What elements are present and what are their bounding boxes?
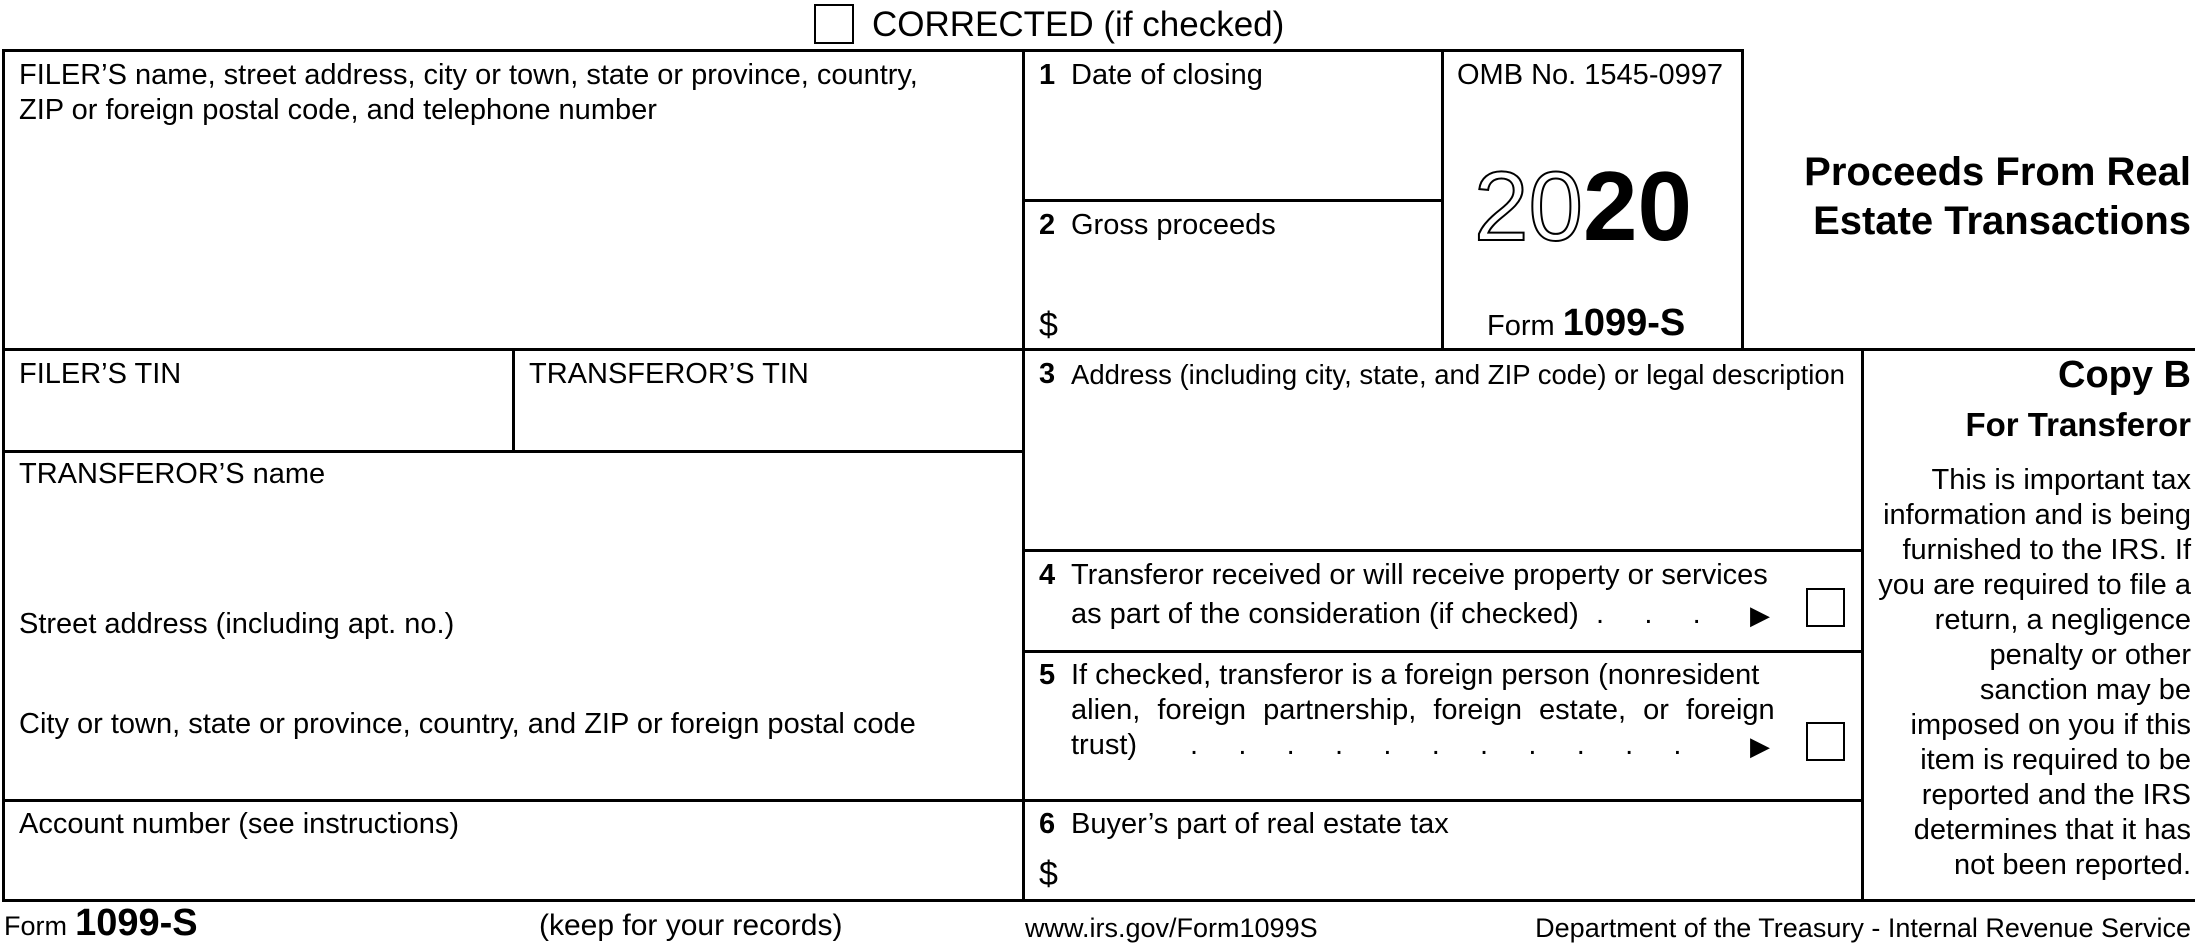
footer-form-id (4, 902, 198, 944)
divider-omb-right (1741, 49, 1744, 349)
box5-leader-dots: . . . . . . . . . . . (1190, 729, 1682, 761)
left-border (2, 49, 5, 902)
box3-number: 3 (1039, 358, 1056, 390)
box2-number: 2 (1039, 209, 1056, 241)
line-above-account (2, 799, 1864, 802)
tax-year-bold: 20 (1583, 151, 1693, 261)
footer-form-prefix: Form (4, 911, 67, 941)
box4-number: 4 (1039, 559, 1056, 591)
box5-line1: If checked, transferor is a foreign person (nonresident (1071, 659, 1760, 691)
street-address-field[interactable] (8, 644, 1018, 702)
box3-label: Address (including city, state, and ZIP code) or legal description (1071, 359, 1845, 390)
filer-name-field[interactable] (8, 130, 1018, 344)
divider-left-middle (1022, 49, 1025, 902)
notice-line: penalty or other (1989, 639, 2191, 671)
notice-line: you are required to file a (1878, 569, 2191, 601)
transferor-tin-label: TRANSFEROR’S TIN (529, 358, 809, 390)
divider-tin (512, 348, 515, 452)
notice-line: This is important tax (1931, 464, 2191, 496)
omb-number: OMB No. 1545-0997 (1457, 59, 1723, 91)
box4-leader-dots: . . . (1596, 598, 1701, 630)
box4-checkbox[interactable] (1806, 588, 1845, 627)
transferor-name-label: TRANSFEROR’S name (19, 458, 326, 490)
form-title-line2: Estate Transactions (1813, 199, 2191, 243)
notice-line: sanction may be (1979, 674, 2191, 706)
transferor-name-field[interactable] (8, 494, 1018, 602)
account-number-label: Account number (see instructions) (19, 808, 460, 840)
notice-line: furnished to the IRS. If (1902, 534, 2191, 566)
filer-tin-label: FILER’S TIN (19, 358, 182, 390)
city-label: City or town, state or province, country, and ZIP or foreign postal code (19, 708, 916, 740)
box1-label: Date of closing (1071, 59, 1263, 91)
form-title-line1: Proceeds From Real (1804, 150, 2191, 194)
gross-proceeds-field[interactable] (1068, 250, 1436, 344)
footer-keep: (keep for your records) (539, 909, 843, 942)
city-field[interactable] (8, 744, 1018, 796)
filer-label-line1: FILER’S name, street address, city or town, state or province, country, (19, 59, 918, 91)
box4-arrow-icon: ▶ (1750, 600, 1770, 630)
notice-line: item is required to be (1920, 744, 2191, 776)
box1-number: 1 (1039, 59, 1056, 91)
footer-form-name: 1099-S (75, 902, 198, 944)
top-border (2, 49, 1744, 52)
notice-line: information and is being (1883, 499, 2191, 531)
box4-line2: as part of the consideration (if checked) (1071, 598, 1579, 630)
box2-label: Gross proceeds (1071, 209, 1276, 241)
corrected-checkbox[interactable] (814, 4, 854, 44)
form-id (1487, 302, 1686, 344)
corrected-label: CORRECTED (if checked) (872, 5, 1285, 44)
real-estate-tax-field[interactable] (1068, 845, 1856, 895)
account-number-field[interactable] (8, 845, 1018, 895)
notice-line: not been reported. (1953, 849, 2191, 881)
copy-subtitle: For Transferor (1965, 406, 2191, 443)
notice-line: reported and the IRS (1921, 779, 2191, 811)
street-address-label: Street address (including apt. no.) (19, 608, 455, 640)
transferor-tin-field[interactable] (518, 396, 1018, 446)
notice-line: determines that it has (1913, 814, 2191, 846)
copy-notice (1861, 463, 2191, 883)
box6-currency: $ (1039, 855, 1058, 893)
filer-tin-field[interactable] (8, 396, 508, 446)
box5-line2: alien, foreign partnership, foreign estate, or foreign (1071, 694, 1775, 726)
tax-year-light: 20 (1474, 151, 1584, 261)
notice-line: imposed on you if this (1910, 709, 2191, 741)
date-of-closing-field[interactable] (1030, 98, 1436, 196)
box5-number: 5 (1039, 659, 1056, 691)
copy-title: Copy B (2058, 354, 2191, 396)
property-address-field[interactable] (1030, 396, 1856, 546)
box4-line1: Transferor received or will receive property or services (1071, 559, 1768, 591)
box2-currency: $ (1039, 306, 1058, 344)
footer-department: Department of the Treasury - Internal Revenue Service (1535, 913, 2191, 943)
box5-line3: trust) (1071, 729, 1138, 761)
bottom-border (2, 899, 2195, 902)
notice-line: return, a negligence (1934, 604, 2191, 636)
line-box4-box5 (1022, 650, 1864, 653)
line-box3-box4 (1022, 549, 1864, 552)
box5-arrow-icon: ▶ (1750, 731, 1770, 761)
line-box1-box2 (1022, 199, 1443, 202)
line-below-header (2, 348, 2195, 351)
box6-label: Buyer’s part of real estate tax (1071, 808, 1449, 840)
filer-label-line2: ZIP or foreign postal code, and telephone number (19, 94, 657, 126)
form-id-prefix: Form (1487, 310, 1555, 342)
form-id-name: 1099-S (1562, 302, 1686, 344)
tax-year (1474, 151, 1693, 261)
footer-url[interactable]: www.irs.gov/Form1099S (1025, 913, 1318, 943)
line-below-tin (2, 450, 1024, 453)
box6-number: 6 (1039, 808, 1056, 840)
box5-checkbox[interactable] (1806, 722, 1845, 761)
